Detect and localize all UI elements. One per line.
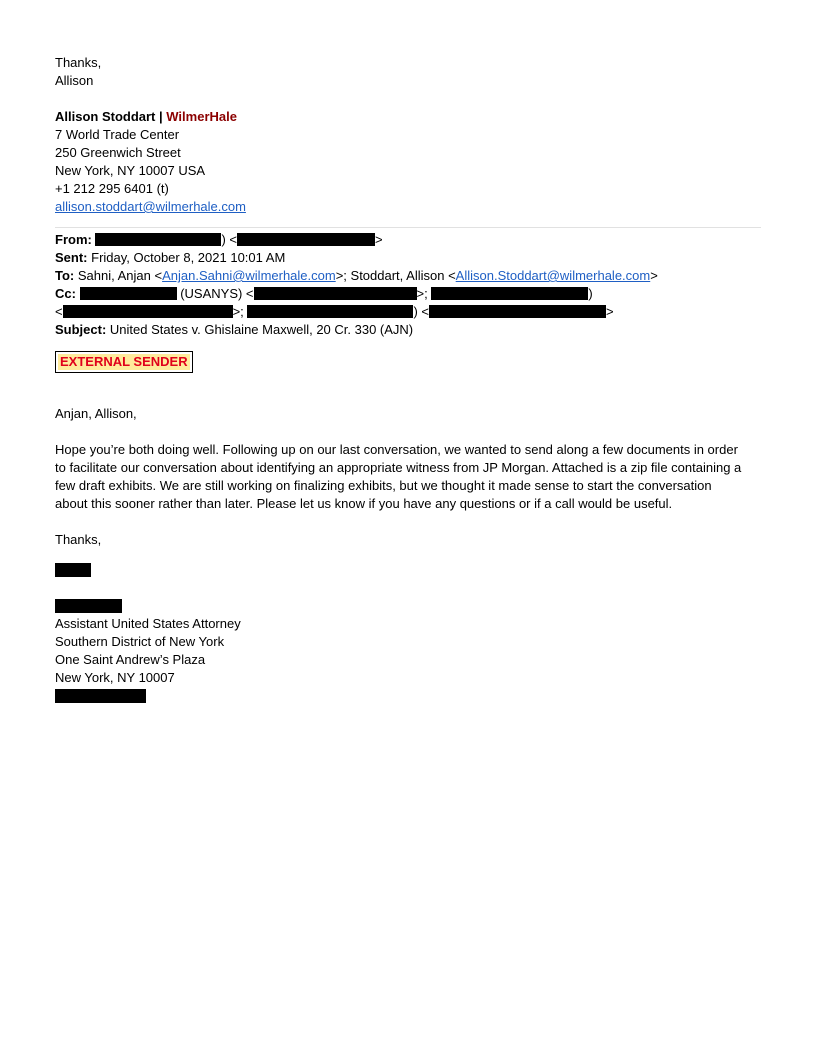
cc-line-continued (55, 303, 761, 321)
redaction-block (80, 287, 177, 300)
spacer (55, 90, 761, 108)
cc2-sep: >; (232, 304, 244, 319)
signature-address-line: 250 Greenwich Street (55, 145, 181, 160)
redaction-block (55, 599, 122, 613)
subject-line (55, 321, 761, 339)
sender-address-line: One Saint Andrew’s Plaza (55, 652, 206, 667)
email-document (55, 54, 761, 705)
external-sender-label: EXTERNAL SENDER (60, 354, 188, 369)
sent-value: Friday, October 8, 2021 10:01 AM (91, 250, 286, 265)
cc-paren: ) (588, 286, 593, 301)
closing-name: Allison (55, 73, 94, 88)
redaction-block (431, 287, 588, 300)
sent-line (55, 249, 761, 267)
signature-address-line: 7 World Trade Center (55, 127, 180, 142)
body-thanks: Thanks, (55, 532, 102, 547)
external-sender-badge (55, 351, 193, 373)
spacer (55, 423, 761, 441)
signature-separator: | (159, 109, 163, 124)
redaction-block (254, 287, 417, 300)
redaction-block (247, 305, 413, 318)
spacer (55, 549, 761, 561)
sent-label: Sent: (55, 250, 88, 265)
to-email-link[interactable]: Allison.Stoddart@wilmerhale.com (455, 268, 651, 283)
redaction-block (95, 233, 221, 246)
signature-email-link[interactable]: allison.stoddart@wilmerhale.com (55, 199, 246, 214)
redaction-block (63, 305, 233, 318)
subject-label: Subject: (55, 322, 107, 337)
redaction-block (55, 563, 91, 577)
to-line (55, 267, 761, 285)
cc2-mid: ) < (413, 304, 429, 319)
signature-name-line (55, 108, 761, 126)
from-line (55, 231, 761, 249)
cc-label: Cc: (55, 286, 76, 301)
subject-value: United States v. Ghislaine Maxwell, 20 Cr. 330 (AJN) (109, 322, 414, 337)
cc2-open: < (55, 304, 63, 319)
to-pre: Sahni, Anjan < (77, 268, 163, 283)
greeting: Anjan, Allison, (55, 406, 137, 421)
to-end: > (650, 268, 658, 283)
spacer (55, 579, 761, 597)
spacer (55, 513, 761, 531)
cc2-end: > (605, 304, 614, 319)
cc-usanys: (USANYS) < (180, 286, 254, 301)
cc-line (55, 285, 761, 303)
sender-office: Southern District of New York (55, 634, 225, 649)
to-label: To: (55, 268, 75, 283)
from-end: > (375, 232, 383, 247)
sender-title: Assistant United States Attorney (55, 616, 241, 631)
firm-name: WilmerHale (166, 109, 237, 124)
to-mid: >; Stoddart, Allison < (335, 268, 456, 283)
sender-address-line: New York, NY 10007 (55, 670, 175, 685)
external-sender-wrap (55, 351, 761, 375)
signature-address-line: New York, NY 10007 USA (55, 163, 206, 178)
signature-phone: +1 212 295 6401 (t) (55, 181, 169, 196)
to-email-link[interactable]: Anjan.Sahni@wilmerhale.com (162, 268, 336, 283)
redaction-block (429, 305, 606, 318)
header-divider (55, 227, 761, 228)
cc-sep: >; (416, 286, 428, 301)
from-label: From: (55, 232, 92, 247)
from-mid: ) < (221, 232, 238, 247)
spacer (55, 375, 761, 405)
signature-email-line (55, 198, 761, 216)
signature-name: Allison Stoddart (55, 109, 156, 124)
body-paragraph: Hope you’re both doing well. Following up on our last conversation, we wanted to send along a few documents in order to facilitate our conversation about identifying an appropriate witness from JP Morgan. Attached is a zip file containing a few draft exhibits. We are still working on finalizing exhibits, but we thought it made sense to start the conversation about this sooner rather than later. Please let us know if you have any questions or if a call would be useful. (55, 442, 742, 511)
redaction-block (237, 233, 375, 246)
closing-thanks: Thanks, (55, 55, 102, 70)
redaction-block (55, 689, 146, 703)
